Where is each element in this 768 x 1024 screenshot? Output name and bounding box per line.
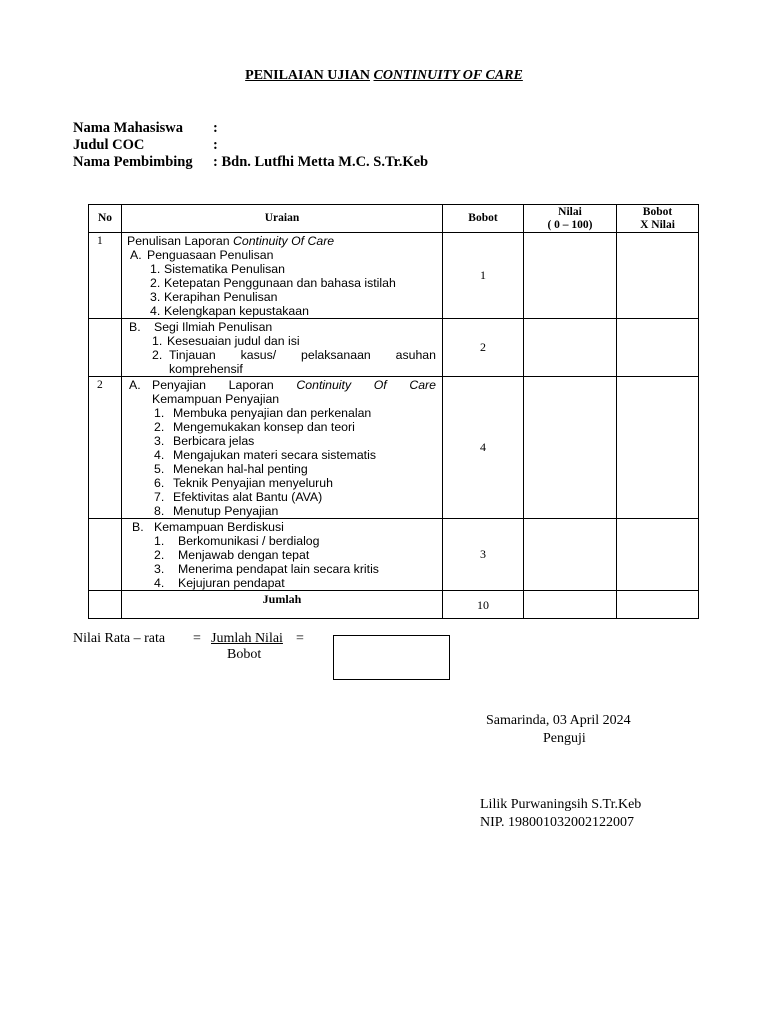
title-italic: CONTINUITY OF CARE <box>373 68 523 83</box>
subsection-title <box>127 248 436 262</box>
list-item: 4. Mengajukan materi secara sistematis <box>154 448 376 462</box>
subsection-letter: B. <box>132 520 144 534</box>
list-item: 5. Menekan hal-hal penting <box>154 462 308 476</box>
row-number: 1 <box>89 233 122 319</box>
header-bobot: Bobot <box>443 205 524 233</box>
subsection-title <box>127 378 436 392</box>
info-row-pembimbing <box>73 154 428 171</box>
average-formula <box>73 631 304 663</box>
place-date: Samarinda, 03 April 2024 <box>486 713 631 728</box>
score-cell[interactable] <box>524 233 617 319</box>
list-item: 1. Sistematika Penulisan <box>150 262 285 276</box>
subsection-title <box>127 520 436 534</box>
list-item: 7. Efektivitas alat Bantu (AVA) <box>154 490 323 504</box>
table-row <box>89 519 699 591</box>
formula-denominator: Bobot <box>227 647 262 662</box>
score-cell[interactable] <box>524 319 617 377</box>
title-main: PENILAIAN UJIAN <box>245 68 370 83</box>
table-row <box>89 233 699 319</box>
list-item: 1. Membuka penyajian dan perkenalan <box>154 406 372 420</box>
list-item: 1. Berkomunikasi / berdialog <box>154 534 320 548</box>
criteria-list <box>127 334 436 376</box>
total-label: Jumlah <box>122 591 443 619</box>
header-nilai <box>524 205 617 233</box>
row-number: 2 <box>89 377 122 519</box>
list-item: 2. Tinjauan kasus/ pelaksanaan asuhan <box>152 348 436 362</box>
info-label: Judul COC <box>73 137 145 153</box>
info-row-judul <box>73 137 428 154</box>
total-row <box>89 591 699 619</box>
header-uraian: Uraian <box>122 205 443 233</box>
weight-cell: 2 <box>443 319 524 377</box>
section-title-plain: Penulisan Laporan <box>127 234 233 248</box>
score-cell[interactable] <box>524 377 617 519</box>
subsection-subtitle: Kemampuan Penyajian <box>152 392 280 406</box>
subsection-letter: A. <box>130 248 142 262</box>
list-item-continuation: komprehensif <box>169 362 243 376</box>
list-item: 3. Berbicara jelas <box>154 434 255 448</box>
assessment-table <box>88 204 699 619</box>
info-value: : <box>213 137 218 153</box>
total-score-cell[interactable] <box>524 591 617 619</box>
total-weight: 10 <box>443 591 524 619</box>
formula-label: Nilai Rata – rata <box>73 631 166 646</box>
table-row <box>89 377 699 519</box>
average-result-box[interactable] <box>333 635 450 680</box>
weighted-score-cell[interactable] <box>617 519 699 591</box>
subsection-text: Penyajian Laporan Continuity Of Care <box>152 378 436 392</box>
criteria-list <box>127 406 436 518</box>
row-description <box>122 319 443 377</box>
weighted-score-cell[interactable] <box>617 377 699 519</box>
subsection-text: Segi Ilmiah Penulisan <box>154 320 273 334</box>
subsection-letter: B. <box>129 320 141 334</box>
formula-line <box>73 631 304 647</box>
subsection-text: Penguasaan Penulisan <box>147 248 274 262</box>
row-number <box>89 319 122 377</box>
criteria-list <box>127 534 436 590</box>
header-bx-line2: X Nilai <box>640 218 675 231</box>
header-nilai-line1: Nilai <box>558 205 582 218</box>
weight-cell: 3 <box>443 519 524 591</box>
formula-numerator: Jumlah Nilai <box>211 631 283 646</box>
header-bobot-x-nilai <box>617 205 699 233</box>
subsection-text: Kemampuan Berdiskusi <box>154 520 284 534</box>
list-item: 4. Kejujuran pendapat <box>154 576 285 590</box>
score-cell[interactable] <box>524 519 617 591</box>
header-bx-line1: Bobot <box>642 205 673 218</box>
row-number <box>89 591 122 619</box>
student-info <box>73 120 428 171</box>
row-number <box>89 519 122 591</box>
section-title <box>127 234 436 248</box>
formula-equals: = <box>295 631 304 646</box>
header-nilai-line2: ( 0 – 100) <box>547 218 593 231</box>
info-label: Nama Pembimbing <box>73 154 193 170</box>
section-title-italic: Continuity Of Care <box>232 234 335 248</box>
info-value: : Bdn. Lutfhi Metta M.C. S.Tr.Keb <box>213 154 429 170</box>
total-weighted-score-cell[interactable] <box>617 591 699 619</box>
info-value: : <box>213 120 218 136</box>
examiner-role: Penguji <box>543 731 586 746</box>
row-description <box>122 377 443 519</box>
examiner-nip: NIP. 198001032002122007 <box>480 815 635 830</box>
list-item: 8. Menutup Penyajian <box>154 504 279 518</box>
list-item: 2. Mengemukakan konsep dan teori <box>154 420 355 434</box>
subsection-letter: A. <box>129 378 141 392</box>
info-label: Nama Mahasiswa <box>73 120 183 136</box>
list-item: 4. Kelengkapan kepustakaan <box>150 304 309 318</box>
row-description <box>122 519 443 591</box>
header-row <box>89 205 699 233</box>
table-row <box>89 319 699 377</box>
row-description <box>122 233 443 319</box>
list-item: 3. Kerapihan Penulisan <box>150 290 278 304</box>
header-no: No <box>89 205 122 233</box>
list-item: 2. Menjawab dengan tepat <box>154 548 310 562</box>
list-item: 3. Menerima pendapat lain secara kritis <box>154 562 379 576</box>
weighted-score-cell[interactable] <box>617 233 699 319</box>
info-row-mahasiswa <box>73 120 428 137</box>
weight-cell: 1 <box>443 233 524 319</box>
weighted-score-cell[interactable] <box>617 319 699 377</box>
examiner-name: Lilik Purwaningsih S.Tr.Keb <box>480 797 642 812</box>
list-item: 6. Teknik Penyajian menyeluruh <box>154 476 333 490</box>
weight-cell: 4 <box>443 377 524 519</box>
formula-equals: = <box>193 631 201 646</box>
criteria-list <box>127 262 436 318</box>
subsection-title <box>127 320 436 334</box>
document-title <box>0 68 768 84</box>
list-item: 2. Ketepatan Penggunaan dan bahasa istilah <box>150 276 396 290</box>
list-item: 1. Kesesuaian judul dan isi <box>152 334 300 348</box>
